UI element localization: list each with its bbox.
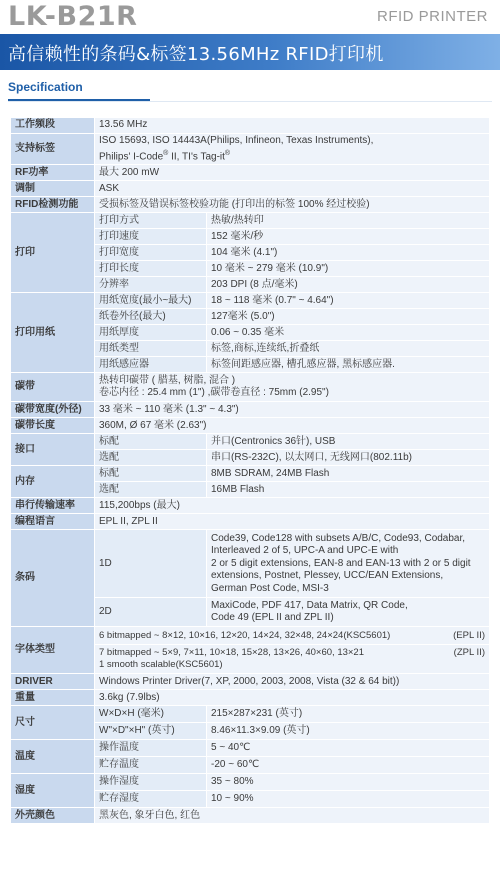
spec-value: 360M, Ø 67 毫米 (2.63") [95, 418, 490, 434]
barcode-1d-line: 2 or 5 digit extensions, EAN-8 and EAN-13 with 2 or 5 digit [211, 557, 471, 569]
spec-label: RFID检测功能 [11, 197, 95, 213]
spec-sublabel: 用纸感应器 [95, 357, 207, 373]
epl-tag: (EPL II) [453, 629, 485, 641]
spec-sublabel: 打印方式 [95, 213, 207, 229]
spec-value: 3.6kg (7.9lbs) [95, 690, 490, 706]
barcode-1d-line: German Post Code, MSI-3 [211, 582, 329, 594]
spec-label: 字体类型 [11, 627, 95, 674]
spec-sublabel: 标配 [95, 434, 207, 450]
spec-value [207, 530, 490, 598]
spec-value: 8MB SDRAM, 24MB Flash [207, 466, 490, 482]
tags-text: Philips' I-Code [99, 150, 164, 162]
spec-value: 并口(Centronics 36针), USB [207, 434, 490, 450]
page-title: 高信赖性的条码&标签13.56MHz RFID打印机 [8, 44, 384, 65]
spec-label: 条码 [11, 530, 95, 627]
spec-value: 最大 200 mW [95, 165, 490, 181]
barcode-1d-line: extensions, Postnet, Plessey, UCC/EAN Extensions, [211, 570, 444, 582]
table-row [11, 774, 490, 791]
spec-label: 工作频段 [11, 118, 95, 134]
zpl-fonts: 1 smooth scalable(KSC5601) [99, 659, 223, 671]
spec-label: 支持标签 [11, 134, 95, 165]
spec-label: 碳带 [11, 373, 95, 402]
spec-value: 0.06 ~ 0.35 毫米 [207, 325, 490, 341]
table-row [11, 213, 490, 229]
spec-sublabel: 打印长度 [95, 261, 207, 277]
spec-label: 接口 [11, 434, 95, 466]
spec-sublabel: 操作温度 [95, 740, 207, 757]
table-row [11, 373, 490, 402]
spec-value: 35 ~ 80% [207, 774, 490, 791]
tags-text: II, TI's Tag-it [168, 150, 225, 162]
spec-label: 重量 [11, 690, 95, 706]
table-row [11, 514, 490, 530]
section-heading: Specification [8, 80, 83, 94]
spec-label: RF功率 [11, 165, 95, 181]
spec-sublabel: W×D×H (毫米) [95, 706, 207, 723]
spec-sublabel: 用纸宽度(最小~最大) [95, 293, 207, 309]
spec-value: 18 ~ 118 毫米 (0.7" ~ 4.64") [207, 293, 490, 309]
spec-value: Windows Printer Driver(7, XP, 2000, 2003, 2008, Vista (32 & 64 bit)) [95, 674, 490, 690]
spec-value: 标签间距感应器, 槽孔感应器, 黑标感应器. [207, 357, 490, 373]
table-row [11, 627, 490, 645]
spec-label: 外壳颜色 [11, 808, 95, 824]
spec-label: 碳带宽度(外径) [11, 402, 95, 418]
table-row [11, 690, 490, 706]
spec-sublabel: 选配 [95, 450, 207, 466]
header-top [0, 0, 500, 34]
spec-value [207, 598, 490, 627]
product-model: LK-B21R [8, 1, 138, 32]
spec-label: 湿度 [11, 774, 95, 808]
epl-fonts: 6 bitmapped ~ 8×12, 10×16, 12×20, 14×24, 32×48, 24×24(KSC5601) [99, 629, 391, 641]
tags-line-2 [99, 148, 485, 164]
barcode-1d-line: Interleaved 2 of 5, UPC-A and UPC-E with [211, 545, 399, 557]
spec-value: 115,200bps (最大) [95, 498, 490, 514]
spec-value: 104 毫米 (4.1") [207, 245, 490, 261]
spec-value: 10 毫米 ~ 279 毫米 (10.9") [207, 261, 490, 277]
spec-value: 热敏/热转印 [207, 213, 490, 229]
spec-table [10, 117, 490, 824]
table-row [11, 466, 490, 482]
table-row [11, 808, 490, 824]
spec-sublabel: 1D [95, 530, 207, 598]
spec-sublabel: 贮存温度 [95, 757, 207, 774]
spec-value [95, 134, 490, 165]
spec-value: 33 毫米 ~ 110 毫米 (1.3" ~ 4.3") [95, 402, 490, 418]
table-row [11, 434, 490, 450]
spec-sublabel: 用纸厚度 [95, 325, 207, 341]
spec-value: 10 ~ 90% [207, 791, 490, 808]
table-row [11, 498, 490, 514]
spec-value: 13.56 MHz [95, 118, 490, 134]
spec-value: 串口(RS-232C), 以太网口, 无线网口(802.11b) [207, 450, 490, 466]
registered-mark: ® [224, 149, 231, 157]
spec-label: 串行传输速率 [11, 498, 95, 514]
spec-label: 内存 [11, 466, 95, 498]
product-category: RFID PRINTER [377, 8, 488, 25]
spec-sublabel: 2D [95, 598, 207, 627]
spec-value: 受损标签及错误标签校验功能 (打印出的标签 100% 经过校验) [95, 197, 490, 213]
table-row [11, 293, 490, 309]
barcode-2d-line: MaxiCode, PDF 417, Data Matrix, QR Code, [211, 599, 408, 611]
table-row [11, 530, 490, 598]
spec-value [95, 373, 490, 402]
table-row [11, 134, 490, 165]
spec-label: 温度 [11, 740, 95, 774]
spec-label: DRIVER [11, 674, 95, 690]
spec-value: 152 毫米/秒 [207, 229, 490, 245]
table-row [11, 118, 490, 134]
spec-value: 标签,商标,连续纸,折叠纸 [207, 341, 490, 357]
tags-line-1: ISO 15693, ISO 14443A(Philips, Infineon, Texas Instruments), [99, 135, 374, 146]
spec-value: ASK [95, 181, 490, 197]
zpl-tag: (ZPL II) [453, 646, 485, 658]
spec-label: 碳带长度 [11, 418, 95, 434]
title-bar [0, 34, 500, 70]
spec-sublabel: 打印速度 [95, 229, 207, 245]
table-row [11, 740, 490, 757]
spec-sublabel: 打印宽度 [95, 245, 207, 261]
spec-sublabel: 选配 [95, 482, 207, 498]
spec-sublabel: W"×D"×H" (英寸) [95, 723, 207, 740]
zpl-fonts: 7 bitmapped ~ 5×9, 7×11, 10×18, 15×28, 13×26, 40×60, 13×21 [99, 646, 365, 658]
ribbon-line-2: 卷芯内径 : 25.4 mm (1") ,碳带卷直径 : 75mm (2.95") [99, 387, 329, 399]
ribbon-line-1: 热转印碳带 ( 腊基, 树脂, 混合 ) [99, 374, 236, 386]
spec-sublabel: 操作湿度 [95, 774, 207, 791]
spec-value: -20 ~ 60℃ [207, 757, 490, 774]
spec-label: 尺寸 [11, 706, 95, 740]
spec-sublabel: 分辨率 [95, 277, 207, 293]
spec-value: EPL II, ZPL II [95, 514, 490, 530]
barcode-1d-line: Code39, Code128 with subsets A/B/C, Code93, Codabar, [211, 532, 466, 544]
spec-sublabel: 贮存湿度 [95, 791, 207, 808]
spec-label: 打印用纸 [11, 293, 95, 373]
spec-value: 16MB Flash [207, 482, 490, 498]
spec-label: 编程语言 [11, 514, 95, 530]
spec-label: 打印 [11, 213, 95, 293]
barcode-2d-line: Code 49 (EPL II and ZPL II) [211, 612, 334, 624]
spec-value: 203 DPI (8 点/毫米) [207, 277, 490, 293]
spec-sublabel: 标配 [95, 466, 207, 482]
spec-sublabel: 用纸类型 [95, 341, 207, 357]
spec-label: 调制 [11, 181, 95, 197]
table-row [11, 674, 490, 690]
table-row [11, 197, 490, 213]
spec-value: 8.46×11.3×9.09 (英寸) [207, 723, 490, 740]
table-row [11, 181, 490, 197]
table-row [11, 706, 490, 723]
spec-sublabel: 纸卷外径(最大) [95, 309, 207, 325]
section-divider [8, 101, 492, 102]
spec-value: 5 ~ 40℃ [207, 740, 490, 757]
spec-value: 215×287×231 (英寸) [207, 706, 490, 723]
table-row [11, 165, 490, 181]
spec-value: 127毫米 (5.0") [207, 309, 490, 325]
spec-value [95, 645, 490, 674]
table-row [11, 418, 490, 434]
registered-mark: ® [163, 149, 169, 157]
spec-value [95, 627, 490, 645]
spec-value: 黑灰色, 象牙白色, 红色 [95, 808, 490, 824]
table-row [11, 402, 490, 418]
